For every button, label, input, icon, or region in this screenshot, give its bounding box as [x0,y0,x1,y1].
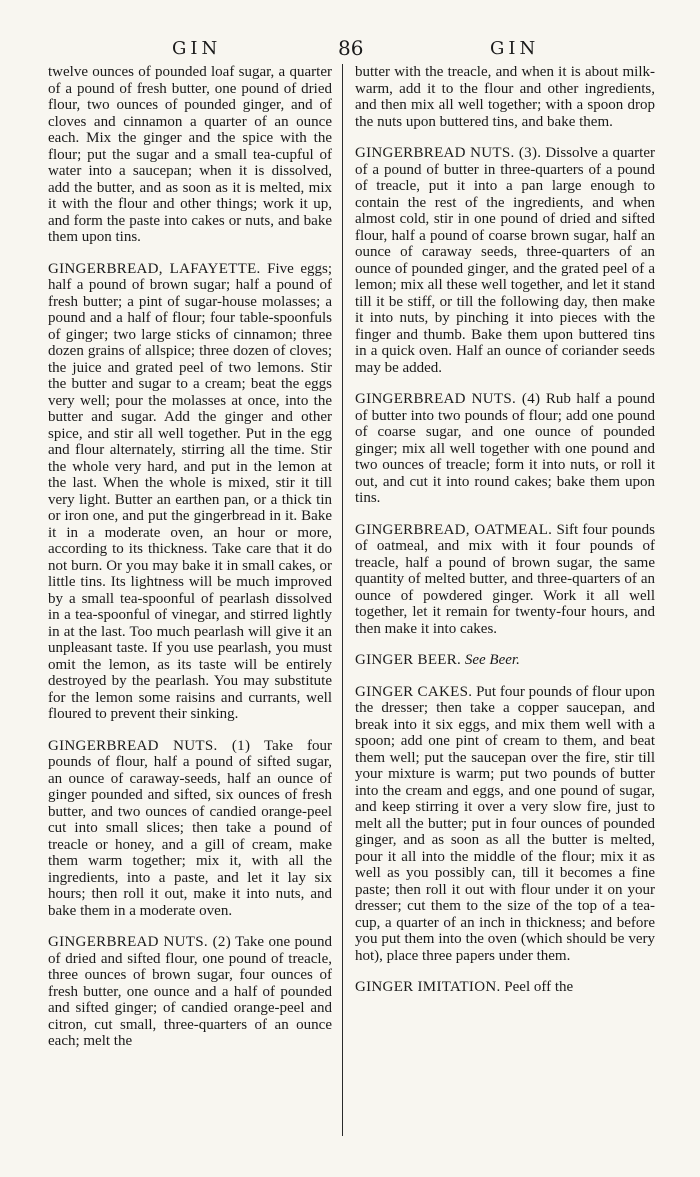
recipe-text: Put four pounds of flour upon the dresser; then take a copper saucepan, and break into it six eggs, and mix them well with a spoon; add one pint of cream to them, and beat them well; put the saucepan over the fire, stir till your mixture is warm; put two pounds of butter into the cream and eggs, and one pound of sugar, and keep stirring it over a very slow fire, just to melt all the butter; put in four ounces of pounded ginger, and as soon as all the butter is melted, pour it all into the middle of the flour; mix it as well as you possibly can, till it becomes a fine paste; then roll it out with flour under it on your dresser; cut them to the size of the top of a tea-cup, a quarter of an inch in thickness; and before you put them into the oven (which should be very hot), place three papers under them. [355,683,655,964]
recipe-entry [355,145,655,376]
running-header [0,36,700,66]
recipe-entry [355,64,655,130]
recipe-heading: GINGERBREAD NUTS. (3). [355,145,542,161]
recipe-entry [48,934,332,1050]
recipe-entry [355,684,655,965]
recipe-text: Take one pound of dried and sifted flour, one pound of treacle, three ounces of brown sugar, four ounces of fresh butter, one ounce and a half of pounded and sifted ginger; of candied orange-peel and citron, cut small, three-quarters of an ounce each; melt the [48,934,332,1049]
recipe-entry [48,738,332,920]
recipe-heading: GINGER BEER. [355,652,462,668]
recipe-entry [355,522,655,638]
left-column [48,64,332,1050]
recipe-heading: GINGERBREAD NUTS. (2) [48,934,231,950]
recipe-entry [355,391,655,507]
recipe-entry [355,652,655,669]
recipe-text: Dissolve a quarter of a pound of butter in three-quarters of a pound of treacle, put it into a pan large enough to contain the rest of the ingredients, and when almost cold, stir in one pound of dried and sifted flour, half a pound of coarse brown sugar, half an ounce of caraway seeds, three-quarters of an ounce of pounded ginger, and the grated peel of a lemon; mix all these well together, and let it stand till it be stiff, or till the following day, then make it into nuts, by pinching it into pieces with the finger and thumb. Bake them upon buttered tins in a quick oven. Half an ounce of coriander seeds may be added. [355,145,655,376]
column-divider [342,64,343,1136]
recipe-heading: GINGERBREAD, OATMEAL. [355,521,553,538]
recipe-entry [48,261,332,723]
recipe-entry [48,64,332,246]
recipe-heading: GINGERBREAD, LAFAYETTE. [48,260,261,277]
recipe-heading: GINGERBREAD NUTS. (1) [48,737,251,754]
recipe-text: Five eggs; half a pound of brown sugar; half a pound of fresh butter; a pint of sugar-house molasses; a pound and a half of flour; four table-spoonfuls of ginger; two large sticks of cinnamon; three dozen grains of allspice; three dozen of cloves; the juice and grated peel of two lemons. Stir the butter and sugar to a cream; beat the eggs very well; pour the molasses at once, into the butter and sugar. Add the ginger and other spice, and stir all well together. Put in the egg and flour alternately, stirring all the time. Stir the whole very hard, and put in the lemon at the last. When the whole is mixed, stir it till very light. Butter an earthen pan, or a thick tin or iron one, and put the gingerbread in it. Bake it in a moderate oven, an hour or more, according to its thickness. Take care that it do not burn. Or you may bake it in small cakes, or little tins. Its lightness will be much improved by a small tea-spoonful of pearlash dissolved in a tea-spoonful of vinegar, and stirred lightly in at the last. Too much pearlash will give it an unpleasant taste. If you use pearlash, you must omit the lemon, as its taste will be entirely destroyed by the pearlash. You may substitute for the lemon some raisins and currants, well floured to prevent their sinking. [48,260,332,722]
recipe-text: twelve ounces of pounded loaf sugar, a quarter of a pound of fresh butter, one pound of dried flour, two ounces of pounded ginger, and of cloves and cinnamon a quarter of an ounce each. Mix the ginger and the spice with the flour; put the sugar and a small tea-cupful of water into a saucepan; when it is dissolved, add the butter, and as soon as it is melted, mix it with the flour and other things; work it up, and form the paste into cakes or nuts, and bake them upon tins. [48,64,332,245]
recipe-text: Sift four pounds of oatmeal, and mix with it four pounds of treacle, half a pound of brown sugar, the same quantity of melted butter, and three-quarters of an ounce of powdered ginger. Work it all well together, let it remain for twenty-four hours, and then make it into cakes. [355,521,655,637]
right-running-head: GIN [490,38,540,59]
recipe-text: Take four pounds of flour, half a pound of sifted sugar, an ounce of caraway-seeds, half an ounce of ginger pounded and sifted, six ounces of fresh butter, and two ounces of candied orange-peel cut into small slices; then take a pound of treacle or honey, and a gill of cream, make them warm together; mix it, with all the ingredients, into a paste, and let it lay six hours; then roll it out, make it into nuts, and bake them in a moderate oven. [48,737,332,919]
recipe-entry [355,979,655,996]
recipe-text: Rub half a pound of butter into two pounds of flour; add one pound of coarse sugar, and one ounce of pounded ginger; mix all well together with one pound and two ounces of treacle; form it into nuts, or roll it out, and cut it into round cakes; bake them upon tins. [355,391,656,506]
recipe-text: Peel off the [504,979,574,995]
left-running-head: GIN [172,38,222,59]
right-column [355,64,655,996]
recipe-heading: GINGER CAKES. [355,683,473,700]
recipe-text: butter with the treacle, and when it is about milk-warm, add it to the flour and other ingredients, and then mix all well together; with a spoon drop the nuts upon buttered tins, and bake them. [355,64,655,130]
cross-reference: See Beer. [464,652,520,668]
page-number: 86 [338,36,364,60]
recipe-heading: GINGER IMITATION. [355,979,501,995]
recipe-heading: GINGERBREAD NUTS. (4) [355,391,541,407]
